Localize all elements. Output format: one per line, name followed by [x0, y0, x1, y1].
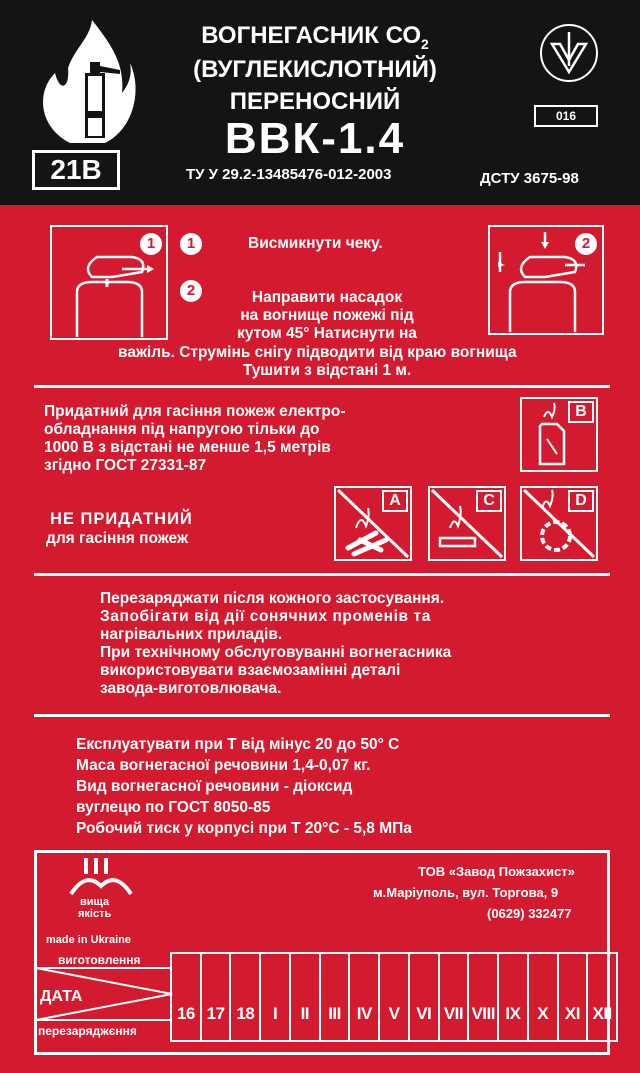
- step-2-text-4: важіль. Струмінь снігу підводити від краю вогнища: [118, 344, 517, 361]
- divider-3: [34, 714, 610, 717]
- recharge-line-2: Запобігати від дії сонячних променів та: [100, 608, 431, 625]
- recharge-line-3: нагрівальних приладів.: [100, 626, 283, 643]
- recharge-line-4: При технічному обслуговуванні вогнегасника: [100, 644, 452, 661]
- date-cell[interactable]: III: [319, 952, 351, 1042]
- date-label: ДАТА: [40, 988, 83, 1005]
- date-cell[interactable]: II: [289, 952, 321, 1042]
- class-a-pictogram: [334, 486, 412, 561]
- step-2-number: 2: [180, 280, 202, 302]
- cert-number: 016: [534, 105, 598, 127]
- date-cell[interactable]: IX: [497, 952, 529, 1042]
- suitable-line-4: згідно ГОСТ 27331-87: [44, 457, 207, 474]
- not-suitable-title: НЕ ПРИДАТНИЙ: [50, 510, 193, 528]
- fire-extinguisher-flame-icon: [30, 18, 140, 148]
- date-cell[interactable]: X: [527, 952, 559, 1042]
- tu-standard: ТУ У 29.2-13485476-012-2003: [186, 166, 392, 183]
- spec-line-2: Маса вогнегасної речовини 1,4-0,07 кг.: [76, 757, 371, 774]
- suitable-line-3: 1000 В з відстані не менше 1,5 метрів: [44, 439, 331, 456]
- title-line-1: ВОГНЕГАСНИК $СО_2$: [201, 22, 429, 52]
- step-1-text: Висмикнути чеку.: [248, 235, 383, 252]
- date-cell[interactable]: I: [259, 952, 291, 1042]
- step-1-number: 1: [180, 233, 202, 255]
- date-cell[interactable]: VII: [438, 952, 470, 1042]
- divider-2: [34, 573, 610, 576]
- date-cell[interactable]: XII: [586, 952, 618, 1042]
- class-b-letter: B: [568, 401, 594, 423]
- date-cell[interactable]: V: [378, 952, 410, 1042]
- quality-mark-icon: [66, 856, 136, 896]
- class-badge: 21В: [32, 150, 120, 190]
- made-in-label: made in Ukraine: [46, 934, 131, 946]
- recharge-line-5: використовувати взаємозамінні деталі: [100, 662, 401, 679]
- spec-line-5: Робочий тиск у корпусі при Т 20°С - 5,8 МПа: [76, 820, 412, 837]
- spec-line-3: Вид вогнегасної речовини - діоксид: [76, 778, 353, 795]
- date-grid: [170, 952, 616, 1042]
- suitable-line-1: Придатний для гасіння пожеж електро-: [44, 403, 346, 420]
- step-2-text-1: Направити насадок: [251, 289, 403, 306]
- date-cell[interactable]: VI: [408, 952, 440, 1042]
- divider-1: [34, 385, 610, 388]
- spec-line-4: вуглецю по ГОСТ 8050-85: [76, 799, 271, 816]
- recharge-line-6: завода-виготовлювача.: [100, 680, 282, 697]
- date-cell[interactable]: 17: [200, 952, 232, 1042]
- spec-line-1: Експлуатувати при Т від мінус 20 до 50° С: [76, 736, 400, 753]
- class-c-pictogram: [428, 486, 506, 561]
- recharge-line-1: Перезаряджати після кожного застосування.: [100, 590, 445, 607]
- header-panel: [0, 0, 640, 205]
- step-2-text-3: кутом 45° Натиснути на: [237, 325, 417, 342]
- date-cell[interactable]: 18: [229, 952, 261, 1042]
- certification-mark-icon: [538, 22, 600, 84]
- class-a-letter: A: [382, 490, 408, 512]
- class-d-pictogram: [520, 486, 598, 561]
- step-1-badge-left: 1: [140, 233, 162, 255]
- dstu-standard: ДСТУ 3675-98: [480, 170, 579, 187]
- class-b-pictogram: [520, 397, 598, 472]
- date-cell[interactable]: XI: [557, 952, 589, 1042]
- step-2-text-2: на вогнище пожежі під: [240, 307, 414, 324]
- step-2-text-5: Тушити з відстані 1 м.: [242, 362, 412, 379]
- company-address: м.Маріуполь, вул. Торгова, 9: [373, 885, 559, 900]
- date-recharge-label: перезаряджєння: [38, 1024, 137, 1038]
- class-c-letter: C: [476, 490, 502, 512]
- step-2-badge-right: 2: [575, 233, 597, 255]
- class-d-letter: D: [568, 490, 594, 512]
- date-cell[interactable]: VIII: [467, 952, 499, 1042]
- suitable-line-2: обладнання під напругою тільки до: [44, 421, 320, 438]
- company-phone: (0629) 332477: [487, 906, 572, 921]
- quality-line-2: якість: [78, 908, 112, 920]
- title-line-3: ПЕРЕНОСНИЙ: [229, 88, 401, 115]
- model-title: ВВК-1.4: [224, 114, 406, 163]
- company-name: ТОВ «Завод Пожзахист»: [418, 864, 575, 879]
- title-line-2: (ВУГЛЕКИСЛОТНИЙ): [193, 56, 437, 83]
- date-cell[interactable]: IV: [348, 952, 380, 1042]
- date-made-label: виготовлення: [58, 953, 141, 967]
- date-cell[interactable]: 16: [170, 952, 202, 1042]
- not-suitable-subtitle: для гасіння пожеж: [46, 530, 188, 547]
- quality-line-1: вища: [80, 896, 110, 908]
